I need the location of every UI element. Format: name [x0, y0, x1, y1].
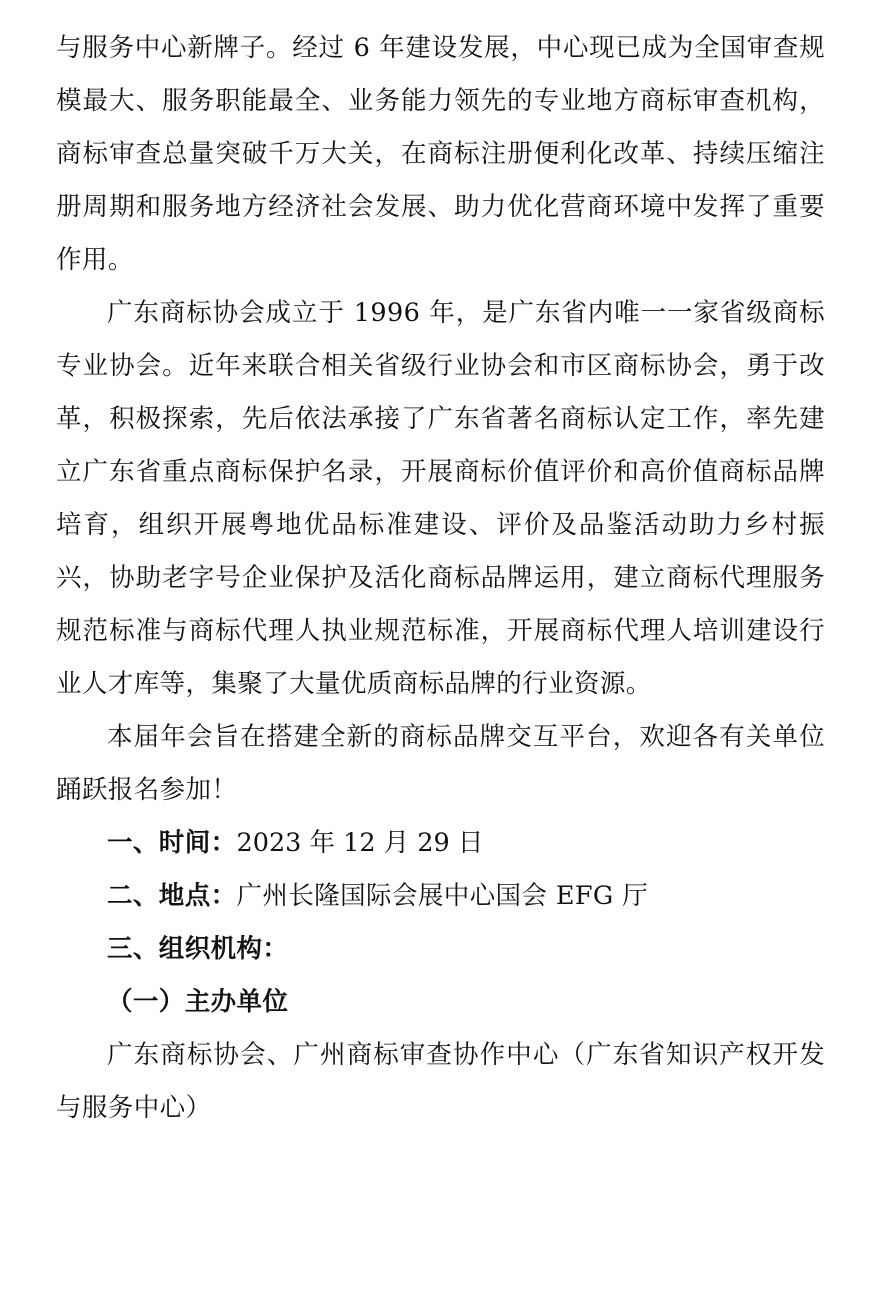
document-body: [56, 22, 825, 1135]
list-item-location: [56, 870, 825, 923]
list-item-time: [56, 817, 825, 870]
list-item-time-value: 2023 年 12 月 29 日: [236, 828, 484, 858]
paragraph-association-description: 广东商标协会成立于 1996 年，是广东省内唯一一家省级商标专业协会。近年来联合相关省级行业协会和市区商标协会，勇于改革，积极探索，先后依法承接了广东省著名商标认定工作，率先建立广东省重点商标保护名录，开展商标价值评价和高价值商标品牌培育，组织开展粤地优品标准建设、评价及品鉴活动助力乡村振兴，协助老字号企业保护及活化商标品牌运用，建立商标代理服务规范标准与商标代理人执业规范标准，开展商标代理人培训建设行业人才库等，集聚了大量优质商标品牌的行业资源。: [56, 298, 825, 699]
subsection-host-heading: （一）主办单位: [107, 987, 289, 1017]
list-item-location-label: 二、地点：: [107, 881, 237, 911]
paragraph-center-description: 与服务中心新牌子。经过 6 年建设发展，中心现已成为全国审查规模最大、服务职能最全、业务能力领先的专业地方商标审查机构，商标审查总量突破千万大关，在商标注册便利化改革、持续压缩注册周期和服务地方经济社会发展、助力优化营商环境中发挥了重要作用。: [56, 33, 825, 275]
list-item-location-value: 广州长隆国际会展中心国会 EFG 厅: [236, 881, 649, 911]
paragraph-invitation: 本届年会旨在搭建全新的商标品牌交互平台，欢迎各有关单位踊跃报名参加！: [56, 722, 825, 805]
list-item-organization: [56, 923, 825, 976]
list-item-time-label: 一、时间：: [107, 828, 237, 858]
subsection-host-body: 广东商标协会、广州商标审查协作中心（广东省知识产权开发与服务中心）: [56, 1040, 825, 1123]
list-item-organization-label: 三、组织机构：: [107, 934, 289, 964]
